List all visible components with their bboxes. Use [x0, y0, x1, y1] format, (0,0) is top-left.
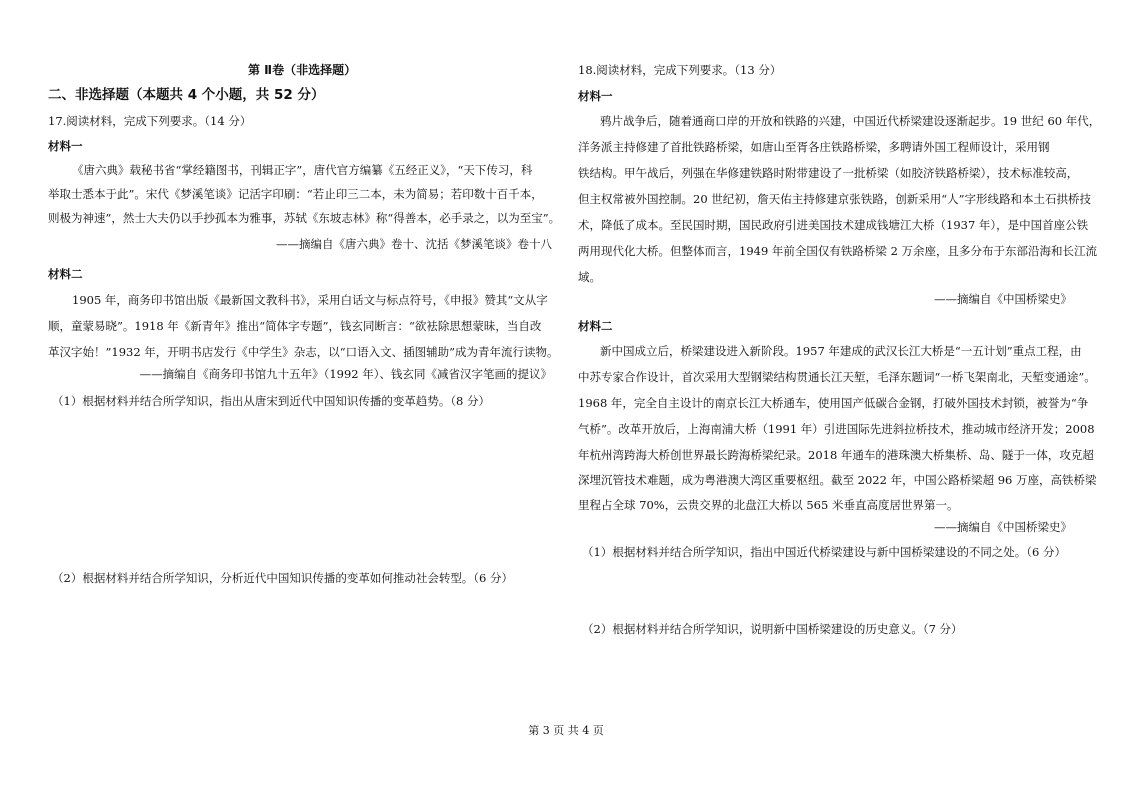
q18-material1-title: 材料一: [578, 89, 613, 103]
q17-question2: （2）根据材料并结合所学知识，分析近代中国知识传播的变革如何推动社会转型。（6 分）: [52, 571, 514, 585]
q18-question1: （1）根据材料并结合所学知识，指出中国近代桥梁建设与新中国桥梁建设的不同之处。（6 分）: [582, 545, 1067, 559]
q17-material2-title: 材料二: [48, 267, 83, 281]
q18-material1-line: 鸦片战争后，随着通商口岸的开放和铁路的兴建，中国近代桥梁建设逐渐起步。19 世纪 60 年代，: [600, 114, 1101, 128]
q17-stem: 17.阅读材料，完成下列要求。（14 分）: [48, 114, 252, 128]
q18-material1-line: 术，降低了成本。至民国时期，国民政府引进美国技术建成钱塘江大桥（1937 年），是中国首座公铁: [578, 218, 1089, 232]
q18-material1-line: 洋务派主持修建了首批铁路桥梁，如唐山至胥各庄铁路桥梁，多聘请外国工程师设计，采用钢: [578, 140, 1050, 154]
q18-question2: （2）根据材料并结合所学知识，说明新中国桥梁建设的历史意义。（7 分）: [582, 622, 963, 636]
q18-material2-line: 年杭州湾跨海大桥创世界最长跨海桥梁纪录。2018 年通车的港珠澳大桥集桥、岛、隧于一体，攻克超: [578, 448, 1094, 462]
q18-material2-source: ——摘编自《中国桥梁史》: [934, 520, 1072, 534]
q18-material1-line: 铁结构。甲午战后，列强在华修建铁路时附带建设了一批桥梁（如胶济铁路桥梁），技术标准较高，: [578, 166, 1079, 180]
q18-stem: 18.阅读材料，完成下列要求。（13 分）: [578, 63, 782, 77]
q18-material2-line: 气桥”。改革开放后，上海南浦大桥（1991 年）引进国际先进斜拉桥技术，推动城市经济开发；2008: [578, 422, 1095, 436]
page-footer: 第 3 页 共 4 页: [528, 724, 604, 737]
q17-material1-source: ——摘编自《唐六典》卷十、沈括《梦溪笔谈》卷十八: [276, 237, 552, 251]
q18-material1-line: 域。: [578, 270, 601, 284]
q17-material1-line: 《唐六典》载秘书省“掌经籍图书，刊辑正字”，唐代官方编纂《五经正义》，“天下传习，科: [72, 163, 533, 177]
q17-material2-line: 顺，童蒙易晓”。1918 年《新青年》推出“简体字专题”，钱玄同断言：“欲袪除思想蒙昧，当自改: [48, 319, 542, 333]
q18-material1-line: 但主权常被外国控制。20 世纪初，詹天佑主持修建京张铁路，创新采用“人”字形线路和本土石拱桥技: [578, 192, 1092, 206]
section-title: 二、非选择题（本题共 4 个小题，共 52 分）: [48, 87, 325, 103]
q18-material2-line: 1968 年，完全自主设计的南京长江大桥通车，使用国产低碳合金钢，打破外国技术封锁，被誉为“争: [578, 396, 1089, 410]
q17-material1-title: 材料一: [48, 139, 83, 153]
q18-material1-line: 两用现代化大桥。但整体而言，1949 年前全国仅有铁路桥梁 2 万余座，且多分布于东部沿海和长江流: [578, 244, 1098, 258]
q17-material2-line: 1905 年，商务印书馆出版《最新国文教科书》，采用白话文与标点符号，《申报》赞其“文从字: [72, 293, 548, 307]
q18-material1-source: ——摘编自《中国桥梁史》: [934, 292, 1072, 306]
q18-material2-title: 材料二: [578, 319, 613, 333]
q17-material2-line: 革汉字始！”1932 年，开明书店发行《中学生》杂志，以“口语入文、插图辅助”成为青年流行读物。: [48, 345, 559, 359]
q17-question1: （1）根据材料并结合所学知识，指出从唐宋到近代中国知识传播的变革趋势。（8 分）: [52, 394, 491, 408]
q17-material2-source: ——摘编自《商务印书馆九十五年》（1992 年）、钱玄同《减省汉字笔画的提议》: [139, 367, 552, 381]
q18-material2-line: 里程占全球 70%，云贵交界的北盘江大桥以 565 米垂直高度居世界第一。: [578, 498, 959, 512]
q18-material2-line: 深埋沉管技术难题，成为粤港澳大湾区重要枢纽。截至 2022 年，中国公路桥梁超 96 万座，高铁桥梁: [578, 473, 1097, 487]
q17-material1-line: 则极为神速”，然士大夫仍以手抄孤本为雅事，苏轼《东坡志林》称“得善本，必手录之，以为至宝”。: [48, 211, 561, 225]
q18-material2-line: 中苏专家合作设计，首次采用大型钢梁结构贯通长江天堑，毛泽东题词“一桥飞架南北，天堑变通途”。: [578, 370, 1096, 384]
q17-material1-line: 举取士悉本于此”。宋代《梦溪笔谈》记活字印刷：“若止印三二本，未为简易；若印数十百千本，: [48, 187, 543, 201]
part-title: 第 Ⅱ卷（非选择题）: [248, 63, 357, 77]
q18-material2-line: 新中国成立后，桥梁建设进入新阶段。1957 年建成的武汉长江大桥是“一五计划”重点工程，由: [600, 344, 1082, 358]
